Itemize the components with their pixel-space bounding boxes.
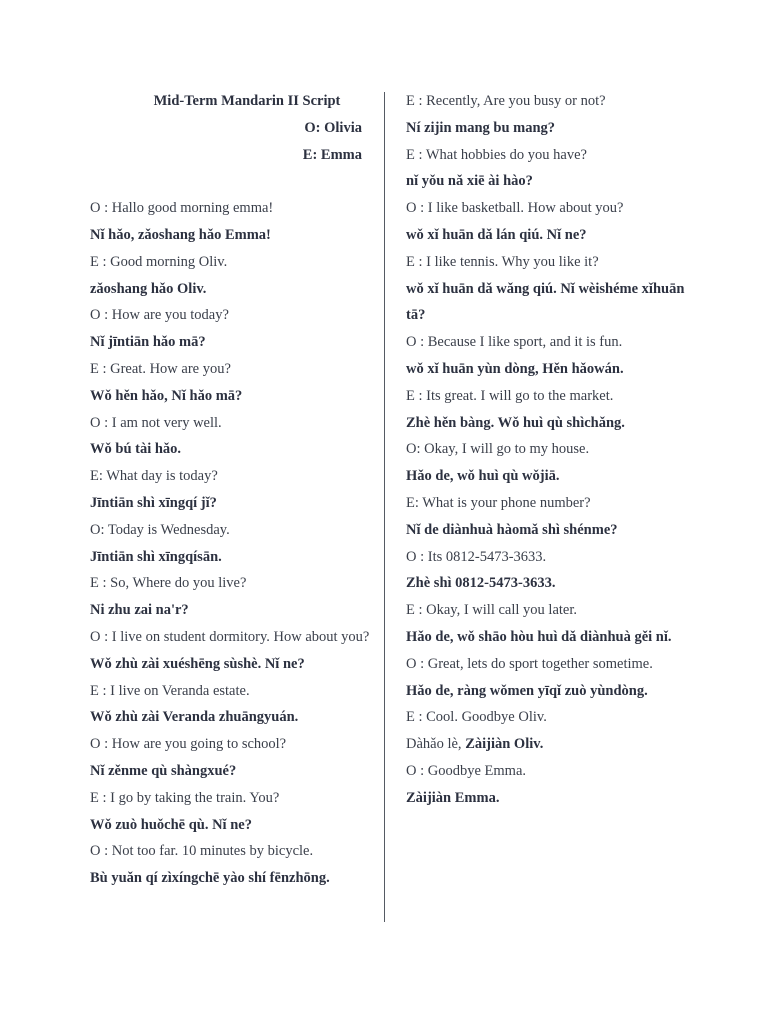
pinyin-line: Wǒ zuò huǒchē qù. Nǐ ne? [90,816,252,833]
pinyin-line: Ní zijin mang bu mang? [406,119,556,136]
pinyin-line: Zàijiàn Emma. [406,789,500,806]
dialogue-line: E : I live on Veranda estate. [90,682,250,699]
dialogue-line: O : Because I like sport, and it is fun. [406,334,623,351]
document-title: Mid-Term Mandarin II Script [153,93,341,109]
pinyin-line: Zhè shì 0812-5473-3633. [406,575,556,592]
dialogue-line: E : Recently, Are you busy or not? [406,93,606,109]
dialogue-line: O : Great, lets do sport together sometime. [406,655,653,672]
dialogue-line: O : Its 0812-5473-3633. [406,548,547,565]
dialogue-line: O : Goodbye Emma. [406,762,527,779]
speaker-emma: E: Emma [302,146,362,163]
pinyin-line: Jīntiān shì xīngqísān. [90,548,222,565]
pinyin-line: Hǎo de, ràng wǒmen yīqǐ zuò yùndòng. [406,682,648,699]
dialogue-line: O : Hallo good morning emma! [90,200,274,217]
pinyin-line: Hǎo de, wǒ huì qù wǒjiā. [406,468,560,485]
dialogue-line: O : How are you today? [90,307,229,324]
left-column [90,88,374,892]
dialogue-line: E : Okay, I will call you later. [406,602,577,619]
dialogue-line: E: What day is today? [90,468,218,485]
dialogue-line: O : I like basketball. How about you? [406,200,624,217]
speaker-olivia: O: Olivia [304,119,362,136]
pinyin-line: Nǐ hǎo, zǎoshang hǎo Emma! [90,226,271,243]
pinyin-line: Nǐ de diànhuà hàomǎ shì shénme? [406,521,618,538]
dialogue-line: E : Cool. Goodbye Oliv. [406,709,547,726]
dialogue-line: E : I go by taking the train. You? [90,789,280,806]
dialogue-line: E : So, Where do you live? [90,575,247,592]
pinyin-line: wǒ xǐ huān yùn dòng, Hěn hǎowán. [406,360,624,377]
dialogue-line [406,731,696,758]
dialogue-line: E : What hobbies do you have? [406,146,587,163]
pinyin-line: zǎoshang hǎo Oliv. [90,280,207,297]
left-dialogue [90,195,374,892]
right-column [406,88,696,812]
pinyin-line: Nǐ zěnme qù shàngxué? [90,762,237,779]
dialogue-line: O: Okay, I will go to my house. [406,441,590,458]
dialogue-line: O : How are you going to school? [90,736,287,753]
pinyin-line: Wǒ hěn hǎo, Nǐ hǎo mā? [90,387,243,404]
pinyin-line: Ni zhu zai na'r? [90,602,189,619]
dialogue-line: E : Good morning Oliv. [90,253,228,270]
pinyin-line: Jīntiān shì xīngqí jǐ? [90,494,217,511]
dialogue-line: E: What is your phone number? [406,494,591,511]
dialogue-line: E : Great. How are you? [90,360,231,377]
dialogue-line: E : I like tennis. Why you like it? [406,253,599,270]
pinyin-line: nǐ yǒu nǎ xiē ài hào? [406,173,533,190]
line-prefix: Dàhǎo lè, [406,736,466,753]
pinyin-line: Wǒ zhù zài Veranda zhuāngyuán. [90,709,299,726]
dialogue-line: O : Not too far. 10 minutes by bicycle. [90,843,314,860]
pinyin-line: Wǒ bú tài hǎo. [90,441,182,458]
pinyin-line: Wǒ zhù zài xuéshēng sùshè. Nǐ ne? [90,655,305,672]
dialogue-line: O: Today is Wednesday. [90,521,230,538]
right-dialogue [406,88,696,812]
pinyin-line: Zhè hěn bàng. Wǒ huì qù shìchǎng. [406,414,625,431]
pinyin-line: wǒ xǐ huān dǎ lán qiú. Nǐ ne? [406,226,587,243]
line-bold-part: Zàijiàn Oliv. [465,736,544,753]
spacer [90,168,374,195]
pinyin-line: Nǐ jīntiān hǎo mā? [90,334,206,351]
column-divider [384,92,385,922]
pinyin-line: Bù yuǎn qí zìxíngchē yào shí fēnzhōng. [90,870,330,887]
dialogue-line: O : I live on student dormitory. How about you? [90,628,370,645]
pinyin-line: Hǎo de, wǒ shāo hòu huì dǎ diànhuà gěi nǐ. [406,628,672,645]
pinyin-line: wǒ xǐ huān dǎ wǎng qiú. Nǐ wèishéme xǐhuān tā? [406,280,685,324]
dialogue-line: E : Its great. I will go to the market. [406,387,614,404]
dialogue-line: O : I am not very well. [90,414,222,431]
